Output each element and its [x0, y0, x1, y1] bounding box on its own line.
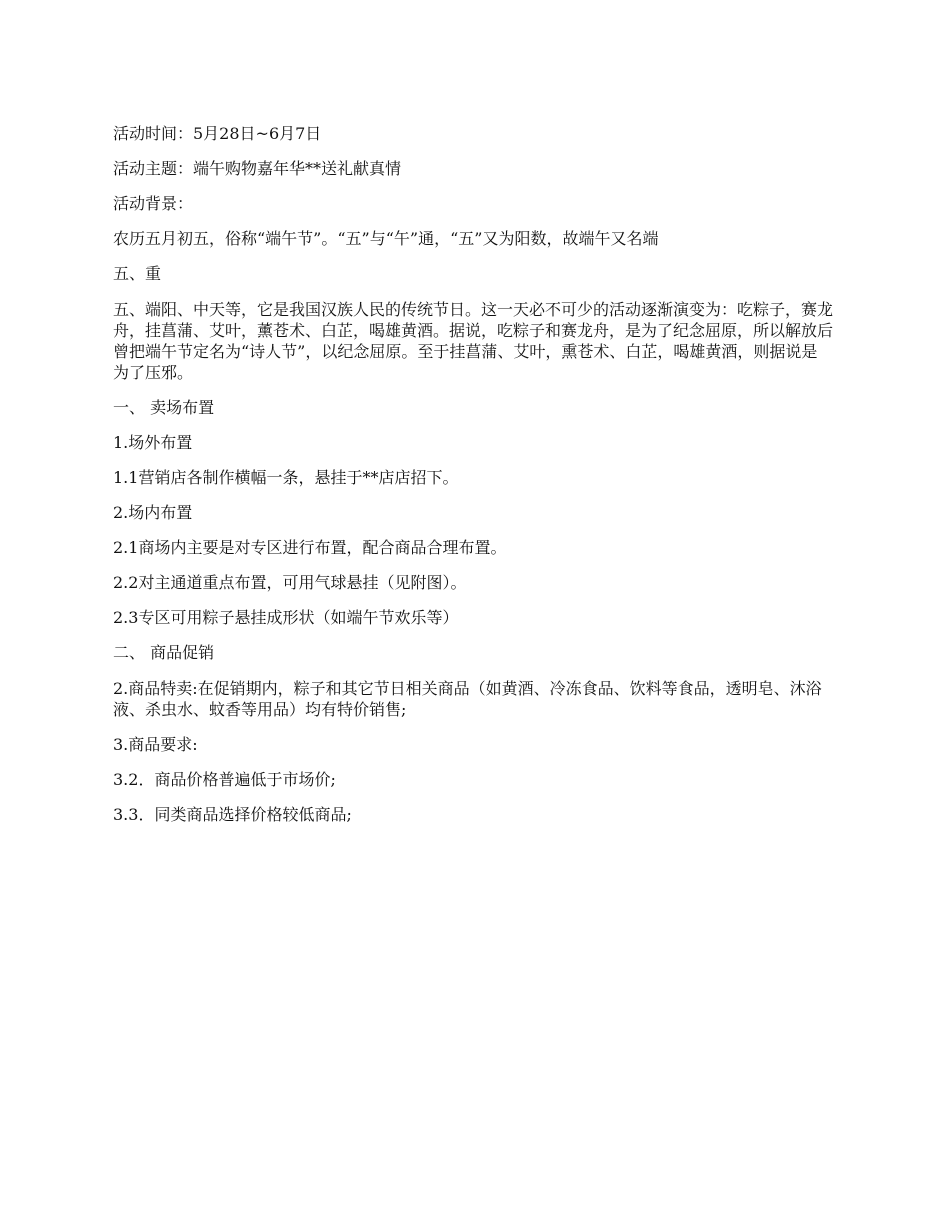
item-3-2: 3.2．商品价格普遍低于市场价; — [113, 770, 336, 789]
paragraph-event-time: 活动时间：5月28日~6月7日 — [113, 124, 322, 143]
item-3-3: 3.3．同类商品选择价格较低商品; — [113, 805, 352, 824]
item-1-1: 1.1营销店各制作横幅一条，悬挂于**店店招下。 — [113, 468, 459, 487]
section-heading-promotion: 二、 商品促销 — [113, 643, 215, 662]
subheading-outside-layout: 1.场外布置 — [113, 433, 193, 452]
item-2-2: 2.2对主通道重点布置，可用气球悬挂（见附图）。 — [113, 573, 467, 592]
paragraph-fragment: 五、重 — [113, 264, 162, 283]
subheading-inside-layout: 2.场内布置 — [113, 503, 193, 522]
paragraph-event-theme: 活动主题：端午购物嘉年华**送礼献真情 — [113, 159, 402, 178]
document-body — [113, 124, 833, 840]
item-product-requirements: 3.商品要求: — [113, 735, 198, 754]
item-2-1: 2.1商场内主要是对专区进行布置，配合商品合理布置。 — [113, 538, 507, 557]
item-special-sale: 2.商品特卖:在促销期内，粽子和其它节日相关商品（如黄酒、冷冻食品、饮料等食品，透明皂、沐浴液、杀虫水、蚊香等用品）均有特价销售; — [113, 679, 822, 719]
paragraph-festival-description: 五、端阳、中天等，它是我国汉族人民的传统节日。这一天必不可少的活动逐渐演变为：吃粽子，赛龙舟，挂菖蒲、艾叶，薰苍术、白芷，喝雄黄酒。据说，吃粽子和赛龙舟，是为了纪念屈原，所以解放后曾把端午节定名为“诗人节”，以纪念屈原。至于挂菖蒲、艾叶，熏苍术、白芷，喝雄黄酒，则据说是为了压邪。 — [113, 300, 834, 382]
item-2-3: 2.3专区可用粽子悬挂成形状（如端午节欢乐等） — [113, 608, 459, 627]
paragraph-background-intro: 农历五月初五，俗称“端午节”。“五”与“午”通，“五”又为阳数，故端午又名端 — [113, 229, 659, 248]
paragraph-background-heading: 活动背景： — [113, 194, 194, 213]
section-heading-layout: 一、 卖场布置 — [113, 398, 215, 417]
